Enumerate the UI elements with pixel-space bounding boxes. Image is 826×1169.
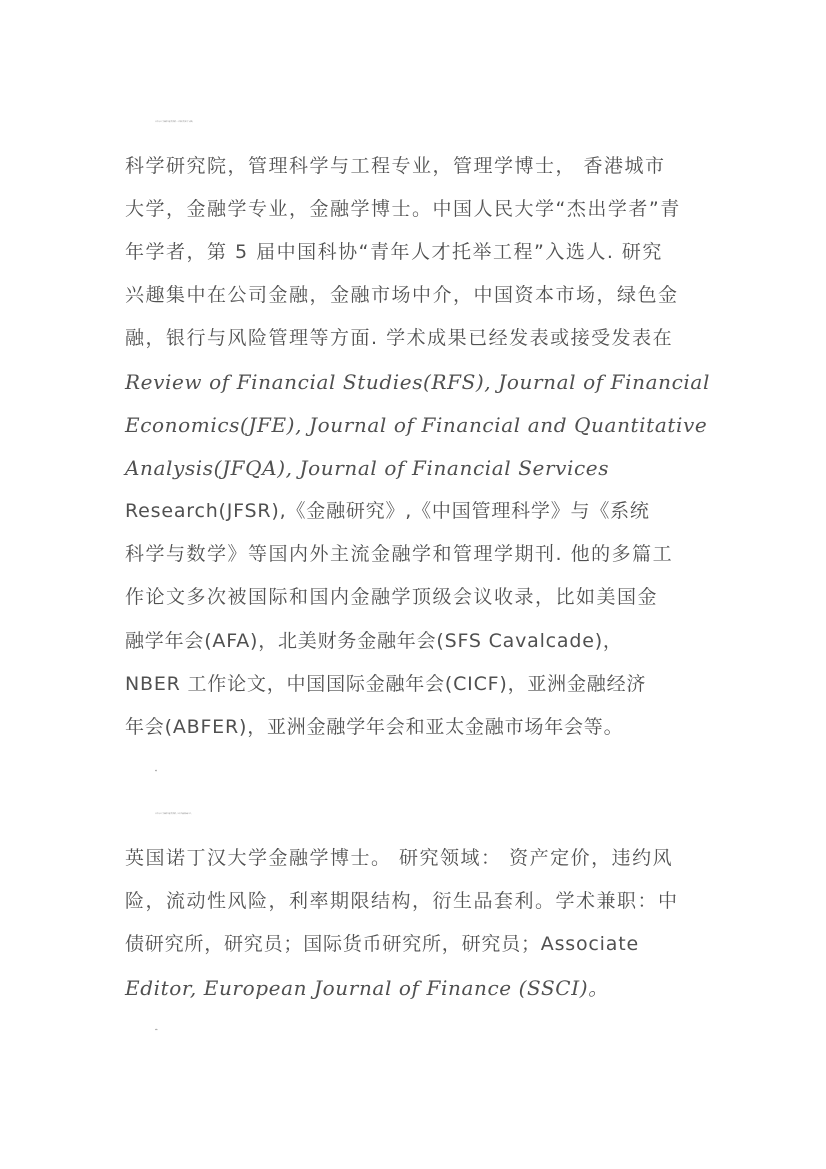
- paragraph-1-line-5: 兴趣集中在公司金融，金融市场中介，中国资本市场，绿色金: [125, 284, 679, 306]
- paragraph-2-line-2: 英国诺丁汉大学金融学博士。 研究领域： 资产定价，违约风: [125, 847, 674, 869]
- paragraph-1-line-12: 作论文多次被国际和国内金融学顶级会议收录，比如美国金: [125, 586, 659, 608]
- heading-guo-biao: 郭彪: [155, 771, 157, 772]
- paragraph-1-line-10: Research(JFSR),《金融研究》,《中国管理科学》与《系统: [125, 500, 650, 522]
- paragraph-1-line-1: 中国人民大学财政金融学院教授。中国科学院数学与系统: [155, 122, 193, 123]
- paragraph-2-line-5: Editor, European Journal of Finance (SSCI)。: [125, 976, 609, 1000]
- paragraph-1-line-3: 大学，金融学专业，金融学博士。中国人民大学“杰出学者”青: [125, 198, 681, 220]
- paragraph-1-line-8: Economics(JFE), Journal of Financial and Quantitative: [125, 413, 708, 437]
- paragraph-1-line-7: Review of Financial Studies(RFS), Journal of Financial: [125, 370, 710, 394]
- paragraph-2-line-1: 中国人民大学财政金融学院教授，应用金融系系副主任，: [155, 814, 193, 815]
- paragraph-1-line-6: 融，银行与风险管理等方面. 学术成果已经发表或接受发表在: [125, 327, 674, 349]
- paragraph-1-line-15: 年会(ABFER)，亚洲金融学年会和亚太金融市场年会等。: [125, 716, 624, 738]
- paragraph-1-line-13: 融学年会(AFA)，北美财务金融年会(SFS Cavalcade)，: [125, 630, 623, 652]
- paragraph-2-line-3: 险，流动性风险，利率期限结构，衍生品套利。学术兼职：中: [125, 890, 679, 912]
- paragraph-1-line-4: 年学者，第 5 届中国科协“青年人才托举工程”入选人. 研究: [125, 241, 663, 263]
- heading-lu-liping: 陆利平: [155, 1030, 158, 1031]
- paragraph-1-line-2: 科学研究院，管理科学与工程专业，管理学博士， 香港城市: [125, 155, 666, 177]
- paragraph-1-line-11: 科学与数学》等国内外主流金融学和管理学期刊. 他的多篇工: [125, 543, 674, 565]
- paragraph-1-line-14: NBER 工作论文，中国国际金融年会(CICF)，亚洲金融经济: [125, 673, 647, 695]
- paragraph-2-line-4: 债研究所，研究员；国际货币研究所，研究员；Associate: [125, 933, 639, 955]
- paragraph-1-line-9: Analysis(JFQA), Journal of Financial Services: [125, 456, 610, 480]
